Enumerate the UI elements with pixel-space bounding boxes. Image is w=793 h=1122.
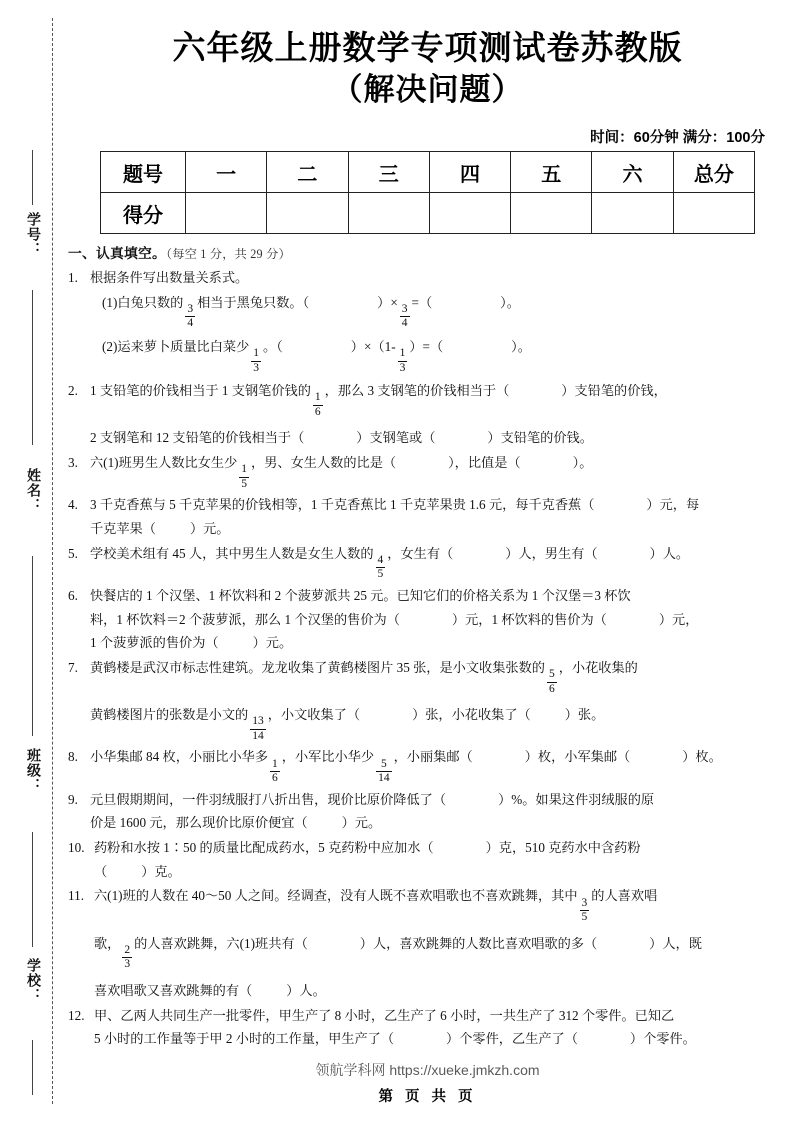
fraction-five-fourteenths: [376, 759, 392, 785]
margin-rule-5: [32, 1040, 33, 1095]
fraction-one-third: [251, 348, 261, 374]
question-9-number: 9.: [68, 791, 78, 807]
question-1-sub-1: [102, 294, 771, 330]
fraction-three-fourths: [185, 304, 195, 330]
q12-part-c: ）个零件，乙生产了（: [446, 1031, 578, 1047]
question-3-body: [90, 454, 771, 490]
q1-sub2-part-d: ）=（: [409, 338, 444, 354]
q4-part-d: ）元。: [189, 520, 230, 536]
page-number-label: 第 页 共 页: [378, 1089, 477, 1105]
q10-part-c: （: [94, 863, 108, 879]
fraction-four-fifths: [376, 555, 386, 581]
margin-rule-1: [32, 150, 33, 205]
fraction-denominator: 3: [399, 361, 406, 374]
q8-part-b: ，小军比小华少: [281, 749, 375, 765]
score-table-col-6: 六: [592, 152, 673, 193]
fraction-denominator: 5: [241, 477, 248, 490]
question-8-number: 8.: [68, 749, 78, 765]
question-7-body: [90, 659, 771, 742]
q5-part-a: 学校美术组有 45 人，其中男生人数是女生人数的: [90, 545, 374, 561]
q9-part-a: 元旦假期期间，一件羽绒服打八折出售，现价比原价降低了（: [90, 791, 447, 807]
q4-part-b: ）元，每: [646, 497, 700, 513]
question-12: [68, 1007, 771, 1049]
fraction-numerator: 1: [399, 347, 406, 360]
q11-part-d: 的人喜欢跳舞，六(1)班共有（: [134, 935, 308, 951]
score-table-col-5: 五: [511, 152, 592, 193]
fraction-numerator: 5: [380, 757, 387, 770]
score-table-col-3: 三: [348, 152, 429, 193]
question-6-number: 6.: [68, 587, 78, 603]
fraction-numerator: 1: [272, 757, 278, 770]
question-2: [68, 382, 771, 448]
q7-part-c: 黄鹤楼图片的张数是小文的: [90, 707, 249, 723]
question-7-number: 7.: [68, 660, 78, 676]
question-6-body: [90, 587, 771, 653]
q11-part-g: 喜欢唱歌又喜欢跳舞的有（: [94, 982, 253, 998]
score-cell-6[interactable]: [592, 193, 673, 234]
question-4: [68, 496, 771, 538]
fraction-numerator: 1: [253, 347, 260, 360]
question-1: [68, 269, 771, 288]
q2-part-a: 1 支铅笔的价钱相当于 1 支钢笔价钱的: [90, 383, 311, 399]
question-11-body: [94, 887, 771, 1000]
score-cell-1[interactable]: [186, 193, 267, 234]
left-binding-margin: [0, 0, 62, 1122]
q1-sub1-part-e: ）。: [500, 294, 520, 310]
fraction-denominator: 5: [377, 568, 384, 581]
score-table-row-head-score: 得分: [101, 193, 186, 234]
question-2-number: 2.: [68, 383, 78, 399]
question-9-body: [90, 791, 771, 833]
q7-line-2: [90, 706, 771, 742]
question-4-number: 4.: [68, 497, 78, 513]
score-table-col-total: 总分: [673, 152, 754, 193]
q1-sub2-part-a: (2)运来萝卜质量比白菜少: [102, 338, 250, 354]
fraction-numerator: 1: [241, 463, 248, 476]
margin-label-class: 班级：: [26, 748, 42, 793]
fraction-denominator: 6: [548, 682, 555, 695]
q4-part-a: 3 千克香蕉与 5 千克苹果的价钱相等，1 千克香蕉比 1 千克苹果贵 1.6 元，每千克香蕉（: [90, 497, 595, 513]
fraction-numerator: 3: [401, 302, 408, 315]
question-1-number: 1.: [68, 270, 78, 286]
fraction-denominator: 6: [272, 772, 278, 785]
q1-sub2-part-e: ）。: [511, 338, 531, 354]
margin-label-student-id: 学号：: [26, 212, 42, 257]
score-table-container: [100, 151, 755, 234]
section-points: （每空 1 分，共 29 分）: [165, 247, 291, 262]
fraction-one-sixth: [313, 392, 323, 418]
q8-part-c: ，小丽集邮（: [393, 749, 473, 765]
section-heading-text: 一、认真填空。: [68, 246, 166, 262]
q11-part-f: ）人，既: [649, 935, 702, 951]
score-cell-4[interactable]: [429, 193, 510, 234]
fraction-denominator: 4: [187, 317, 194, 330]
q7-part-d: ，小文收集了（: [267, 707, 361, 723]
title-main: 六年级上册数学专项测试卷苏教版: [172, 29, 683, 66]
site-watermark: 领航学科网 https://xueke.jmkzh.com: [315, 1062, 540, 1078]
q2-part-b: ，那么 3 支钢笔的价钱相当于（: [324, 383, 510, 399]
q10-line-2: [94, 863, 771, 882]
score-table: [100, 151, 755, 234]
question-10-body: [94, 839, 771, 881]
question-10-number: 10.: [68, 840, 85, 856]
q1-sub1-part-d: =（: [411, 294, 433, 310]
q6-line-3: [90, 634, 771, 653]
question-8-body: [90, 748, 771, 784]
q11-part-h: ）人。: [286, 982, 326, 998]
page-title: [62, 0, 793, 110]
q9-part-c: 价是 1600 元，那么现价比原价便宜（: [90, 815, 308, 831]
question-3: [68, 454, 771, 490]
score-table-col-1: 一: [186, 152, 267, 193]
q11-part-b: 的人喜欢唱: [591, 888, 658, 904]
margin-label-school: 学校：: [26, 958, 42, 1003]
q8-part-a: 小华集邮 84 枚，小丽比小华多: [90, 749, 269, 765]
q1-sub2-part-c: ）×（1-: [350, 338, 396, 354]
q3-part-c: ），比值是（: [448, 455, 521, 471]
q5-part-c: ）人，男生有（: [505, 545, 598, 561]
q2-part-c: ）支铅笔的价钱，: [561, 383, 667, 399]
q6-part-e: 1 个菠萝派的售价为（: [90, 635, 219, 651]
score-table-col-2: 二: [267, 152, 348, 193]
fraction-denominator: 3: [253, 361, 260, 374]
q9-part-b: ）%。如果这件羽绒服的原: [498, 791, 655, 807]
q12-part-b: 5 小时的工作量等于甲 2 小时的工作量，甲生产了（: [94, 1031, 395, 1047]
q12-part-d: ）个零件。: [629, 1031, 696, 1047]
score-table-col-4: 四: [429, 152, 510, 193]
q5-part-b: ，女生有（: [387, 545, 454, 561]
fraction-one-third-2: [398, 348, 408, 374]
fraction-denominator: 14: [252, 729, 264, 742]
question-10: [68, 839, 771, 881]
q12-line-2: [94, 1030, 771, 1049]
q7-part-a: 黄鹤楼是武汉市标志性建筑。龙龙收集了黄鹤楼图片 35 张，是小文收集张数的: [90, 660, 545, 676]
q6-part-f: ）元。: [252, 635, 293, 651]
q2-part-e: ）支钢笔或（: [356, 430, 436, 446]
question-12-number: 12.: [68, 1007, 85, 1023]
q6-part-a: 快餐店的 1 个汉堡、1 杯饮料和 2 个菠萝派共 25 元。已知它们的价格关系为 1 个汉堡＝3 杯饮: [90, 587, 631, 603]
table-row-scores: [101, 193, 755, 234]
q11-part-c: 歌，: [94, 935, 121, 951]
fraction-numerator: 13: [252, 715, 264, 728]
fraction-one-sixth-q8: [270, 759, 280, 785]
q2-part-d: 2 支钢笔和 12 支铅笔的价钱相当于（: [90, 430, 305, 446]
margin-label-name: 姓名：: [26, 468, 42, 513]
question-8: [68, 748, 771, 784]
section-heading-fill-in-blanks: [68, 244, 771, 264]
question-6: [68, 587, 771, 653]
q9-part-d: ）元。: [341, 815, 382, 831]
q11-part-a: 六(1)班的人数在 40～50 人之间。经调查，没有人既不喜欢唱歌也不喜欢跳舞，其中: [94, 888, 578, 904]
q3-part-d: ）。: [572, 455, 593, 471]
question-2-body: [90, 382, 771, 448]
q6-line-2: [90, 611, 771, 630]
question-1-sub-2: [102, 338, 771, 374]
q6-part-c: ）元，1 杯饮料的售价为（: [451, 611, 607, 627]
fraction-denominator: 6: [314, 405, 321, 418]
question-9: [68, 791, 771, 833]
q11-line-3: [94, 982, 771, 1001]
q2-line-2: [90, 429, 771, 448]
question-5-body: [90, 545, 771, 581]
fraction-numerator: 2: [124, 943, 131, 956]
title-subtitle: （解决问题）: [331, 71, 524, 107]
q4-part-c: 千克苹果（: [90, 520, 156, 536]
fraction-one-fifth: [239, 464, 249, 490]
q12-part-a: 甲、乙两人共同生产一批零件，甲生产了 8 小时，乙生产了 6 小时，一共生产了 312 个零件。已知乙: [94, 1007, 675, 1023]
q2-part-f: ）支铅笔的价钱。: [487, 430, 593, 446]
q11-line-2: [94, 935, 771, 971]
question-11-number: 11.: [68, 888, 84, 904]
q8-part-d: ）枚，小军集邮（: [524, 749, 631, 765]
page-footer: [62, 1060, 793, 1106]
q7-part-f: ）张。: [564, 707, 605, 723]
q1-sub1-part-a: (1)白兔只数的: [102, 294, 184, 310]
question-12-body: [94, 1007, 771, 1049]
fraction-numerator: 3: [187, 302, 194, 315]
fraction-two-thirds: [122, 945, 132, 971]
score-cell-5[interactable]: [511, 193, 592, 234]
q10-part-d: ）克。: [141, 863, 181, 879]
q6-part-d: ）元，: [658, 611, 699, 627]
question-1-body: [90, 269, 771, 288]
q5-part-d: ）人。: [649, 545, 690, 561]
q1-sub2-part-b: 。（: [263, 338, 283, 354]
fraction-denominator: 14: [378, 772, 390, 785]
q3-part-b: ，男、女生人数的比是（: [251, 455, 397, 471]
fraction-three-fifths: [580, 898, 590, 924]
fraction-five-sixths: [547, 669, 557, 695]
fraction-three-fourths-2: [400, 304, 410, 330]
fraction-numerator: 3: [581, 896, 588, 909]
fraction-denominator: 4: [401, 317, 408, 330]
fraction-denominator: 5: [581, 911, 588, 924]
table-row-question-numbers: [101, 152, 755, 193]
q4-line-2: [90, 520, 771, 539]
q1-sub1-part-b: 相当于黑兔只数。（: [197, 294, 310, 310]
question-7: [68, 659, 771, 742]
question-11: [68, 887, 771, 1000]
q10-part-b: ）克，510 克药水中含药粉: [485, 840, 641, 856]
margin-rule-2: [32, 290, 33, 445]
question-5-number: 5.: [68, 545, 78, 561]
fraction-numerator: 5: [548, 668, 555, 681]
score-cell-3[interactable]: [348, 193, 429, 234]
question-4-body: [90, 496, 771, 538]
margin-rule-4: [32, 832, 33, 947]
exam-meta-info: 时间：60分钟 满分：100分: [590, 130, 765, 147]
q8-part-e: ）枚。: [682, 749, 722, 765]
q6-part-b: 料，1 杯饮料＝2 个菠萝派，那么 1 个汉堡的售价为（: [90, 611, 400, 627]
q7-part-e: ）张，小花收集了（: [412, 707, 531, 723]
question-1-stem: 根据条件写出数量关系式。: [90, 270, 249, 286]
q9-line-2: [90, 814, 771, 833]
fraction-denominator: 3: [124, 958, 131, 971]
fraction-numerator: 1: [314, 391, 321, 404]
score-cell-total[interactable]: [673, 193, 754, 234]
score-table-row-head-question: 题号: [101, 152, 186, 193]
exam-page: [62, 0, 793, 1122]
dashed-fold-line: [52, 18, 53, 1104]
margin-rule-3: [32, 556, 33, 736]
fraction-numerator: 4: [377, 553, 384, 566]
q11-part-e: ）人，喜欢跳舞的人数比喜欢唱歌的多（: [359, 935, 598, 951]
q10-part-a: 药粉和水按 1∶50 的质量比配成药水，5 克药粉中应加水（: [94, 840, 434, 856]
q7-part-b: ，小花收集的: [558, 660, 638, 676]
q1-sub1-part-c: ）×: [377, 294, 398, 310]
fraction-thirteen-fourteenths: [250, 716, 266, 742]
question-5: [68, 545, 771, 581]
questions-content: [62, 244, 793, 1049]
score-cell-2[interactable]: [267, 193, 348, 234]
q3-part-a: 六(1)班男生人数比女生少: [90, 455, 238, 471]
question-3-number: 3.: [68, 455, 78, 471]
